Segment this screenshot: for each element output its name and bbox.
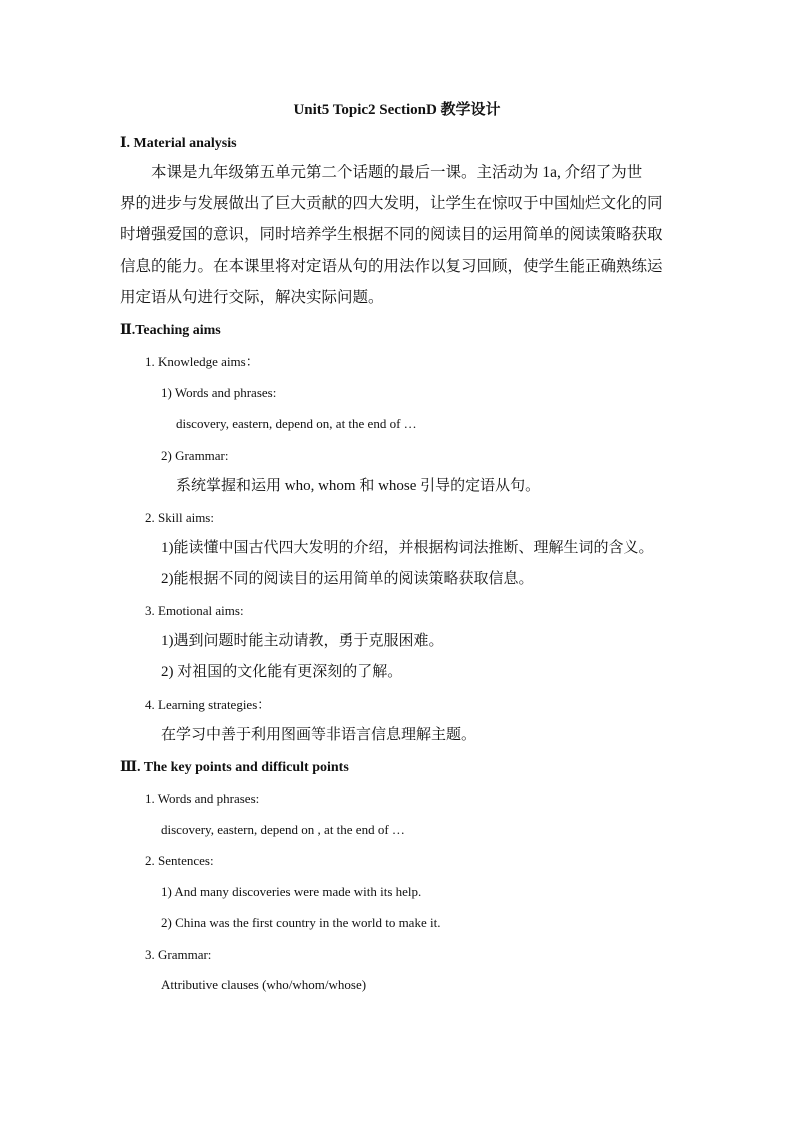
words-phrases-label: 1) Words and phrases:: [161, 385, 277, 400]
paragraph-line: 本课是九年级第五单元第二个话题的最后一课。主活动为 1a, 介绍了为世: [120, 164, 643, 181]
document-title: Unit5 Topic2 SectionD 教学设计: [293, 102, 501, 118]
section-heading-key-points: Ⅲ. The key points and difficult points: [120, 760, 349, 775]
skill-aims-label: 2. Skill aims:: [145, 510, 214, 525]
skill-aim-item: 2)能根据不同的阅读目的运用简单的阅读策略获取信息。: [161, 571, 534, 587]
emotional-aim-item: 1)遇到问题时能主动请教，勇于克服困难。: [161, 633, 444, 649]
emotional-aims-label: 3. Emotional aims:: [145, 603, 244, 618]
grammar-description: 系统掌握和运用 who, whom 和 whose 引导的定语从句。: [176, 478, 541, 494]
words-phrases-list: discovery, eastern, depend on, at the end of …: [176, 416, 417, 431]
section-heading-teaching-aims: Ⅱ.Teaching aims: [120, 323, 221, 338]
learning-strategy-item: 在学习中善于利用图画等非语言信息理解主题。: [161, 727, 477, 743]
key-words-list: discovery, eastern, depend on , at the end of …: [161, 822, 405, 837]
sentences-label: 2. Sentences:: [145, 853, 214, 868]
key-words-label: 1. Words and phrases:: [145, 791, 260, 806]
knowledge-aims-label: 1. Knowledge aims：: [145, 354, 259, 369]
paragraph-line: 时增强爱国的意识，同时培养学生根据不同的阅读目的运用简单的阅读策略获取: [120, 226, 663, 243]
paragraph-line: 信息的能力。在本课里将对定语从句的用法作以复习回顾，使学生能正确熟练运: [120, 258, 663, 275]
grammar-label: 2) Grammar:: [161, 448, 229, 463]
learning-strategies-label: 4. Learning strategies：: [145, 697, 271, 712]
key-grammar-label: 3. Grammar:: [145, 947, 212, 962]
emotional-aim-item: 2) 对祖国的文化能有更深刻的了解。: [161, 664, 403, 680]
paragraph-line: 用定语从句进行交际，解决实际问题。: [120, 289, 384, 306]
key-grammar-item: Attributive clauses (who/whom/whose): [161, 977, 367, 992]
sentence-item: 1) And many discoveries were made with its help.: [161, 884, 422, 899]
paragraph-line: 界的进步与发展做出了巨大贡献的四大发明，让学生在惊叹于中国灿烂文化的同: [120, 195, 663, 212]
skill-aim-item: 1)能读懂中国古代四大发明的介绍，并根据构词法推断、理解生词的含义。: [161, 540, 654, 556]
sentence-item: 2) China was the first country in the world to make it.: [161, 915, 441, 930]
section-heading-material-analysis: Ⅰ. Material analysis: [120, 136, 237, 151]
